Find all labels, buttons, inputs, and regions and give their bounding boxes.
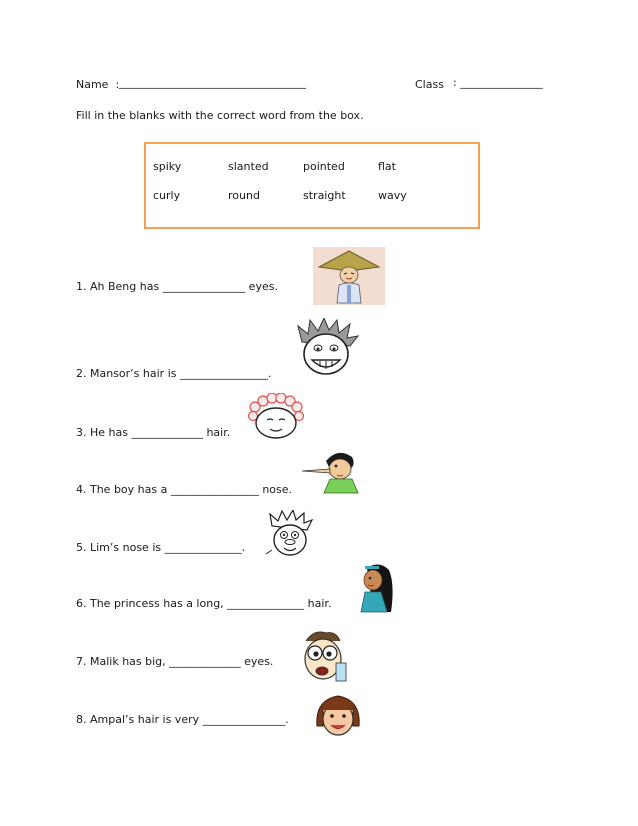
word-flat: flat: [378, 160, 396, 173]
question-4: 4. The boy has a ________________ nose.: [76, 483, 293, 496]
question-5: 5. Lim’s nose is ______________.: [76, 541, 246, 554]
word-round: round: [228, 189, 260, 202]
question-1: 1. Ah Beng has _______________ eyes.: [76, 280, 278, 293]
name-blank[interactable]: __________________________________: [119, 76, 306, 89]
question-6: 6. The princess has a long, ______________ hair.: [76, 597, 332, 610]
word-slanted: slanted: [228, 160, 269, 173]
pointed-nose-boy-icon: [300, 447, 368, 497]
flat-nose-face-icon: [262, 510, 318, 560]
word-spiky: spiky: [153, 160, 182, 173]
straight-hair-girl-icon: [313, 692, 363, 740]
word-straight: straight: [303, 189, 346, 202]
chinese-boy-icon: [313, 247, 385, 305]
question-8: 8. Ampal’s hair is very _______________.: [76, 713, 289, 726]
big-eyes-face-icon: [296, 627, 348, 685]
question-7: 7. Malik has big, _____________ eyes.: [76, 655, 274, 668]
instruction-text: Fill in the blanks with the correct word from the box.: [76, 109, 364, 122]
question-3: 3. He has _____________ hair.: [76, 426, 231, 439]
name-label: Name :: [76, 78, 120, 91]
spiky-hair-face-icon: [292, 318, 362, 380]
curly-hair-face-icon: [245, 393, 307, 441]
word-box: [144, 142, 480, 229]
word-wavy: wavy: [378, 189, 407, 202]
question-2: 2. Mansor’s hair is ________________.: [76, 367, 272, 380]
word-pointed: pointed: [303, 160, 345, 173]
princess-icon: [345, 562, 403, 614]
word-curly: curly: [153, 189, 181, 202]
class-blank[interactable]: : _______________: [453, 76, 543, 89]
class-label: Class: [415, 78, 444, 91]
